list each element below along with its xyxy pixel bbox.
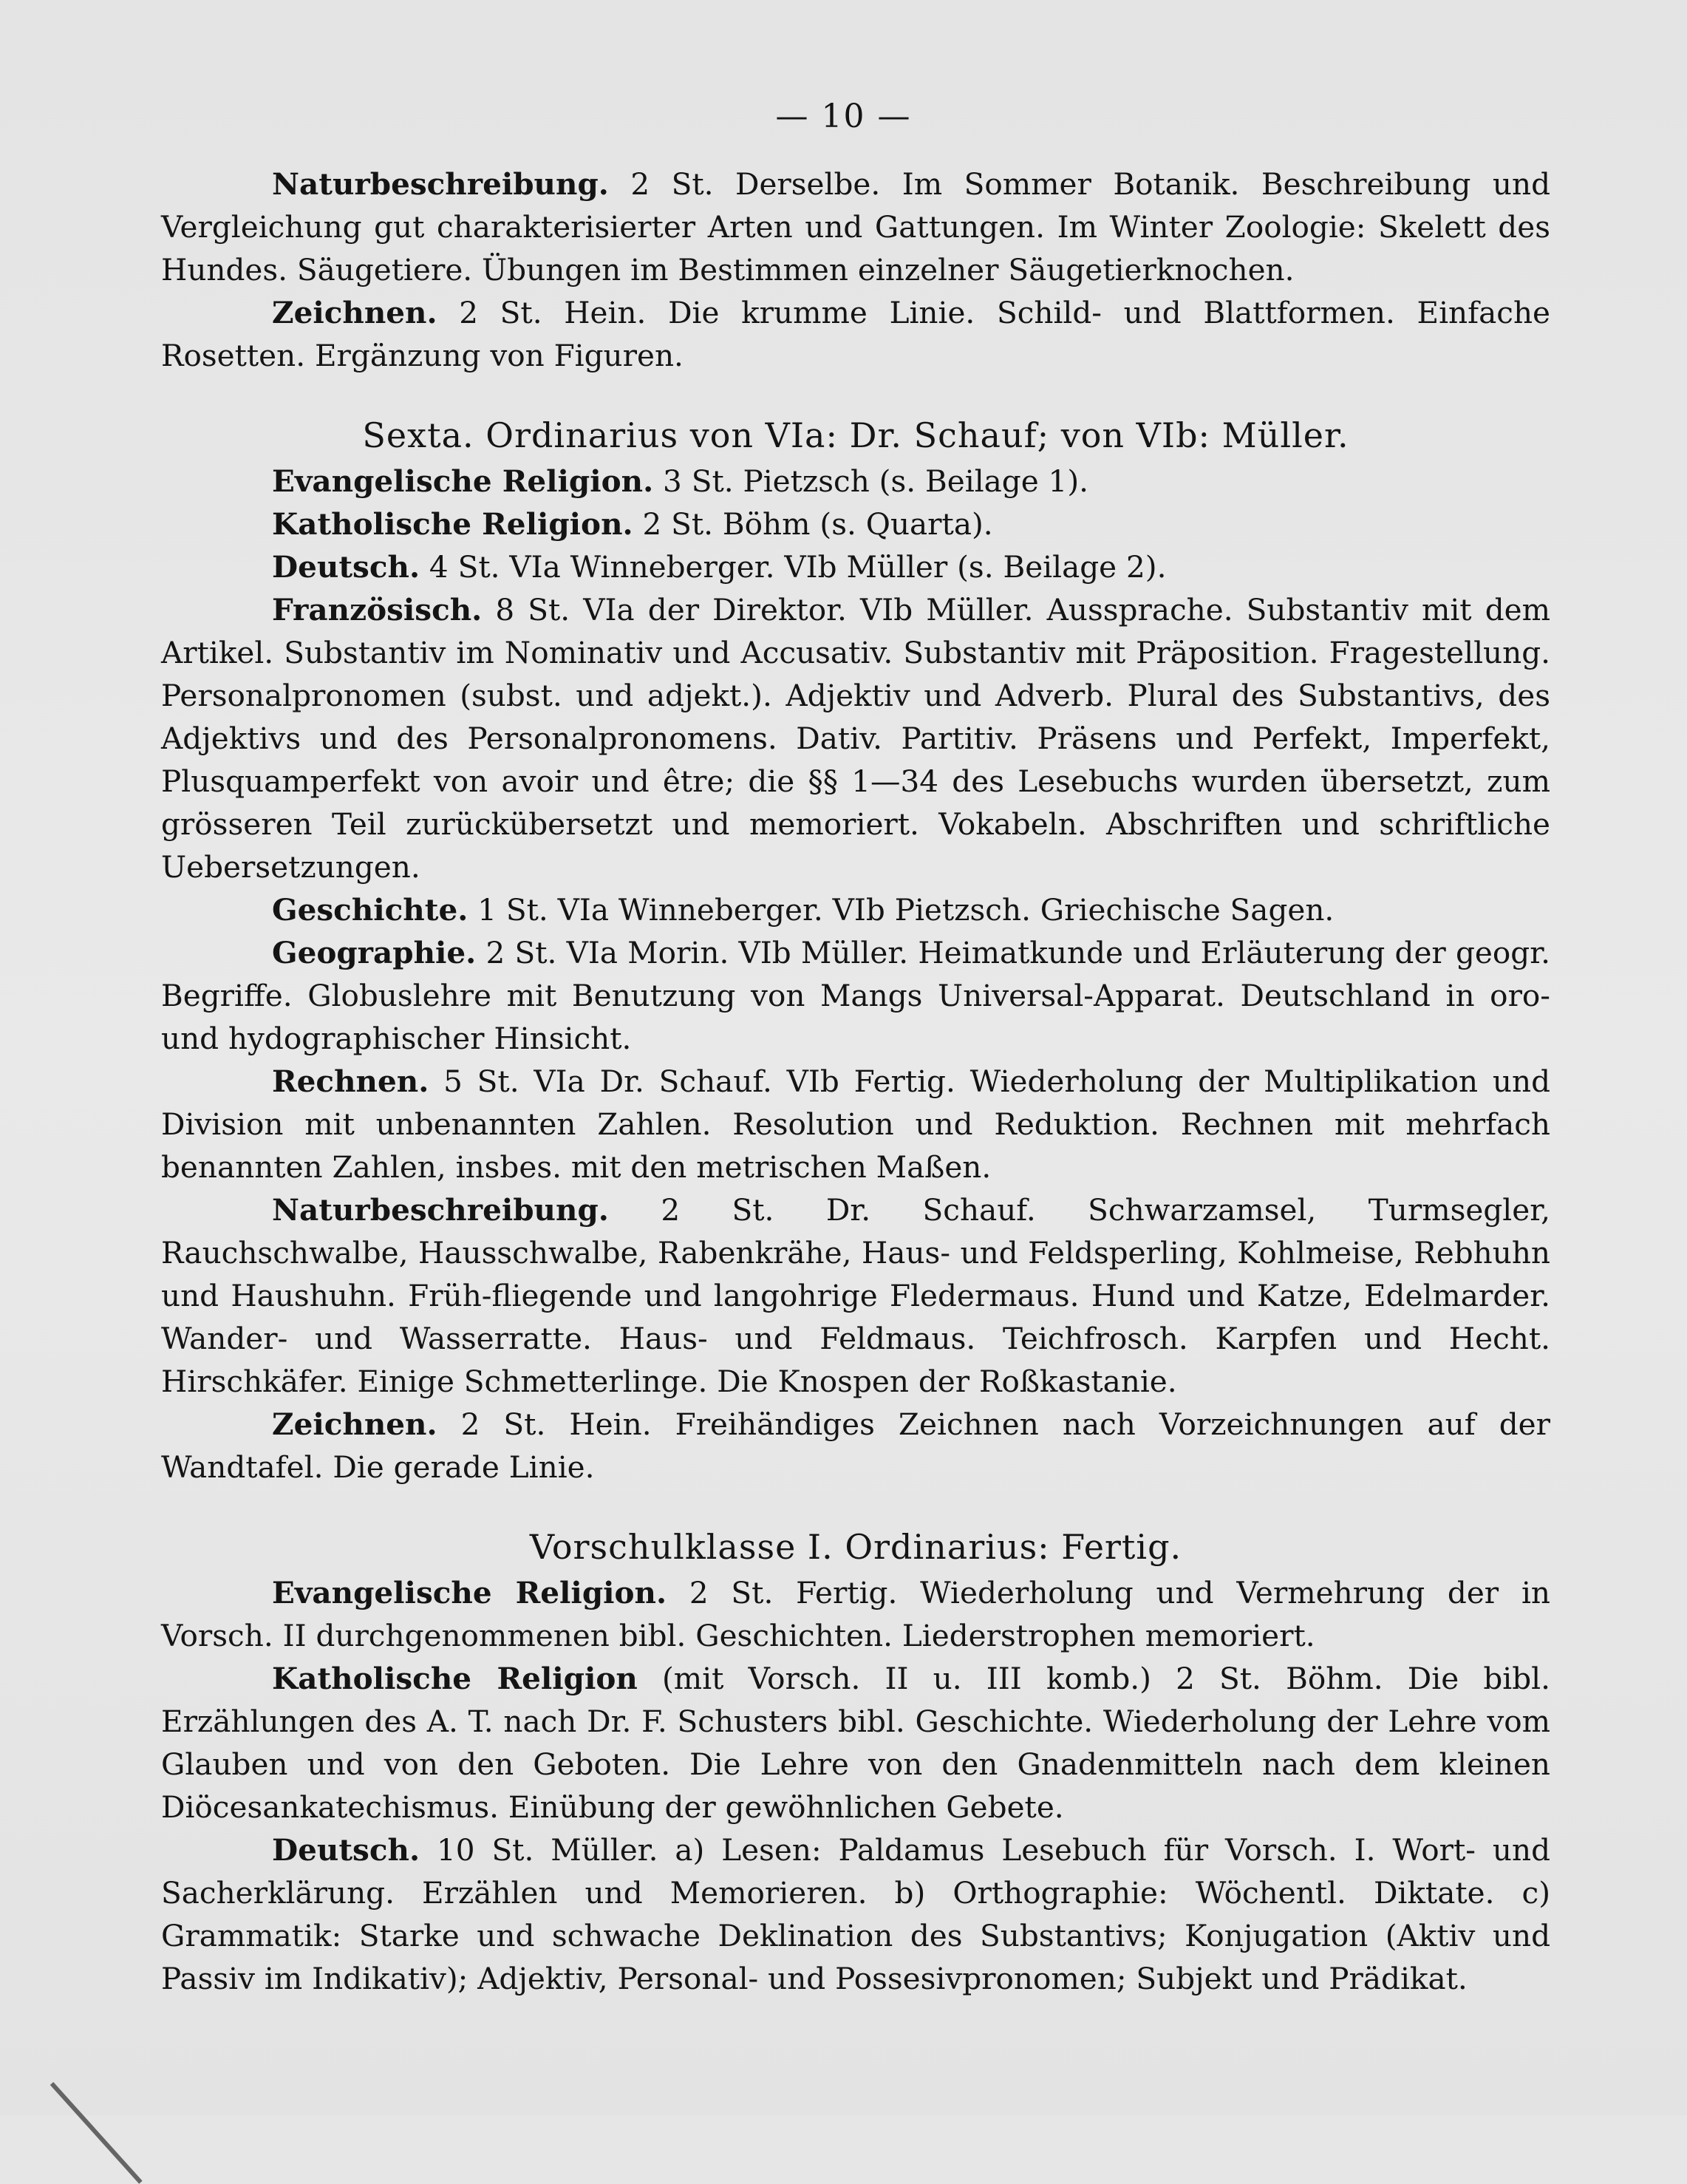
- paragraph: [161, 1828, 1550, 2000]
- subject-label: Naturbeschreibung.: [272, 166, 609, 202]
- paragraph-text: 3 St. Pietzsch (s. Beilage 1).: [653, 463, 1088, 499]
- paragraph: [161, 588, 1550, 888]
- paragraph: [161, 1188, 1550, 1403]
- paragraph: [161, 460, 1550, 503]
- subject-label: Deutsch.: [272, 1832, 420, 1868]
- paragraph-text: 2 St. Hein. Freihändiges Zeichnen nach Vorzeichnungen auf der Wandtafel. Die gerade Linie.: [161, 1406, 1550, 1485]
- page-number: — 10 —: [775, 98, 912, 135]
- paragraph-text: 2 St. Hein. Die krumme Linie. Schild- und Blattformen. Einfache Rosetten. Ergänzung von Figuren.: [161, 295, 1550, 373]
- section-heading: Sexta. Ordinarius von VIa: Dr. Schauf; von VIb: Müller.: [362, 415, 1349, 455]
- paragraph: [161, 931, 1550, 1060]
- paragraph-text: 2 St. VIa Morin. VIb Müller. Heimatkunde und Erläuterung der geogr. Begriffe. Globuslehre mit Benutzung von Mangs Universal-Apparat. Deutschland in oro- und hydographischer Hinsicht.: [161, 935, 1550, 1056]
- subject-label: Deutsch.: [272, 549, 420, 585]
- paragraph-text: 2 St. Böhm (s. Quarta).: [633, 506, 993, 542]
- subject-label: Zeichnen.: [272, 295, 437, 330]
- subject-label: Rechnen.: [272, 1064, 429, 1099]
- subject-label: Katholische Religion: [272, 1661, 638, 1696]
- subject-label: Evangelische Religion.: [272, 1575, 667, 1610]
- paragraph-text: 2 St. Fertig. Wiederholung und Vermehrung der in Vorsch. II durchgenommenen bibl. Geschichten. Liederstrophen memoriert.: [161, 1575, 1550, 1653]
- subject-label: Zeichnen.: [272, 1406, 437, 1442]
- paragraph-text: (mit Vorsch. II u. III komb.) 2 St. Böhm. Die bibl. Erzählungen des A. T. nach Dr. F. Schusters bibl. Geschichte. Wiederholung der Lehre vom Glauben und von den Geboten. Die Lehre von den Gnadenmitteln nach dem kleinen Diöcesankatechismus. Einübung der gewöhnlichen Gebete.: [161, 1661, 1551, 1825]
- paragraph: [161, 888, 1550, 931]
- paragraph-text: 4 St. VIa Winneberger. VIb Müller (s. Beilage 2).: [420, 549, 1167, 585]
- paragraph-text: 2 St. Dr. Schauf. Schwarzamsel, Turmsegler, Rauchschwalbe, Hausschwalbe, Rabenkrähe, Haus- und Feldsperling, Kohlmeise, Rebhuhn und Haushuhn. Früh-fliegende und langohrige Fledermaus. Hund und Katze, Edelmarder. Wander- und Wasserratte. Haus- und Feldmaus. Teichfrosch. Karpfen und Hecht. Hirschkäfer. Einige Schmetterlinge. Die Knospen der Roßkastanie.: [161, 1192, 1550, 1399]
- paragraph: [161, 503, 1550, 545]
- paragraph-text: 1 St. VIa Winneberger. VIb Pietzsch. Griechische Sagen.: [468, 892, 1335, 928]
- text-body: [161, 163, 1550, 2000]
- paragraph-text: 8 St. VIa der Direktor. VIb Müller. Aussprache. Substantiv mit dem Artikel. Substantiv im Nominativ und Accusativ. Substantiv mit Präposition. Fragestellung. Personalpronomen (subst. und adjekt.). Adjektiv und Adverb. Plural des Substantivs, des Adjektivs und des Personalpronomens. Dativ. Partitiv. Präsens und Perfekt, Imperfekt, Plusquamperfekt von avoir und être; die §§ 1—34 des Lesebuchs wurden übersetzt, zum grösseren Teil zurückübersetzt und memoriert. Vokabeln. Abschriften und schriftliche Uebersetzungen.: [161, 592, 1550, 885]
- section-heading: Vorschulklasse I. Ordinarius: Fertig.: [529, 1527, 1182, 1567]
- paragraph: [161, 545, 1550, 588]
- subject-label: Katholische Religion.: [272, 506, 633, 542]
- scan-mark: [50, 2082, 143, 2184]
- paragraph: [161, 1403, 1550, 1489]
- paragraph: [161, 291, 1550, 377]
- subject-label: Geschichte.: [272, 892, 468, 928]
- paragraph: [161, 163, 1550, 291]
- paragraph: [161, 1060, 1550, 1188]
- paragraph: [161, 1571, 1550, 1657]
- subject-label: Naturbeschreibung.: [272, 1192, 609, 1228]
- subject-label: Geographie.: [272, 935, 477, 970]
- paragraph-text: 5 St. VIa Dr. Schauf. VIb Fertig. Wiederholung der Multiplikation und Division mit unbenannten Zahlen. Resolution und Reduktion. Rechnen mit mehrfach benannten Zahlen, insbes. mit den metrischen Maßen.: [161, 1064, 1550, 1185]
- subject-label: Französisch.: [272, 592, 483, 627]
- paragraph-text: 10 St. Müller. a) Lesen: Paldamus Lesebuch für Vorsch. I. Wort- und Sacherklärung. Erzählen und Memorieren. b) Orthographie: Wöchentl. Diktate. c) Grammatik: Starke und schwache Deklination des Substantivs; Konjugation (Aktiv und Passiv im Indikativ); Adjektiv, Personal- und Possesivpronomen; Subjekt und Prädikat.: [161, 1832, 1550, 1996]
- subject-label: Evangelische Religion.: [272, 463, 654, 499]
- paragraph-text: 2 St. Derselbe. Im Sommer Botanik. Beschreibung und Vergleichung gut charakterisierter Arten und Gattungen. Im Winter Zoologie: Skelett des Hundes. Säugetiere. Übungen im Bestimmen einzelner Säugetierknochen.: [161, 166, 1550, 288]
- paragraph: [161, 1657, 1550, 1828]
